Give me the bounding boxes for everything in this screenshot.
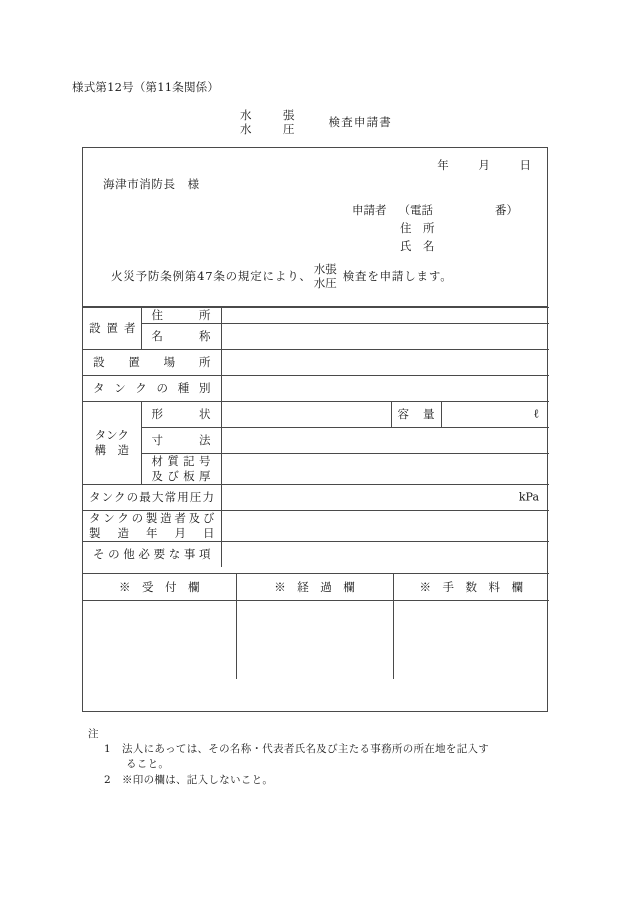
note-item	[88, 773, 558, 788]
tank-type-label: タンクの種別	[83, 375, 221, 401]
form-number: 様式第12号（第11条関係）	[72, 80, 220, 94]
install-place-value[interactable]	[221, 349, 549, 375]
capacity-unit-liter: ℓ	[533, 406, 540, 421]
notes-title: 注	[88, 728, 99, 740]
applicant-label: 申請者	[352, 203, 387, 217]
date-line	[437, 157, 531, 173]
tank-shape-label: 形 状	[141, 401, 221, 427]
document-title	[240, 108, 392, 137]
applicant-tel-open: （電話	[398, 203, 433, 217]
title-main-text: 検査申請書	[328, 115, 392, 130]
tank-material-value[interactable]	[221, 453, 549, 484]
table-row-manufacturer	[83, 510, 549, 541]
progress-column-value[interactable]	[236, 601, 393, 679]
note-number: 2	[104, 773, 111, 786]
applicant-address-row	[352, 220, 518, 238]
application-statement	[111, 262, 453, 291]
note-item	[88, 742, 558, 772]
installer-name-value[interactable]	[221, 323, 549, 349]
table-row-tank-dimensions	[83, 427, 549, 453]
manufacturer-label: タンクの製造者及び 製 造 年 月 日	[83, 510, 221, 541]
max-pressure-value[interactable]	[221, 484, 549, 510]
tank-material-label: 材質記号 及び板厚	[141, 453, 221, 484]
note-continuation: ること。	[126, 758, 170, 771]
table-row-installer-name	[83, 323, 549, 349]
note-number: 1	[104, 743, 111, 756]
installer-label: 設置者	[83, 308, 141, 350]
fee-column-value[interactable]	[393, 601, 549, 679]
install-place-label: 設置場所	[83, 349, 221, 375]
applicant-name-label: 氏 名	[400, 238, 435, 253]
progress-column-label: ※ 経 過 欄	[236, 574, 393, 601]
note-text: 法人にあっては、その名称・代表者氏名及び主たる事務所の所在地を記入す	[122, 743, 490, 756]
installer-address-label: 住 所	[141, 308, 221, 324]
tank-shape-value[interactable]	[221, 401, 391, 427]
tank-dimensions-value[interactable]	[221, 427, 549, 453]
addressee-name: 海津市消防長	[103, 177, 176, 191]
office-use-grid	[83, 573, 549, 679]
other-label: その他必要な事項	[83, 541, 221, 567]
manufacturer-value[interactable]	[221, 510, 549, 541]
form-notes	[88, 727, 558, 788]
table-row-other	[83, 541, 549, 567]
applicant-tel-close: 番）	[495, 203, 518, 217]
statement-type-suiatsu: 水圧	[313, 276, 337, 291]
other-value[interactable]	[221, 541, 549, 567]
table-row-installer-address	[83, 308, 549, 324]
date-month-label: 月	[478, 158, 490, 172]
table-row-tank-type	[83, 375, 549, 401]
date-year-label: 年	[437, 158, 449, 172]
addressee-honorific: 様	[187, 177, 200, 191]
applicant-tel-row	[352, 202, 518, 220]
statement-inspection-type	[314, 262, 337, 291]
note-text: ※印の欄は、記入しないこと。	[122, 773, 274, 786]
office-use-body-row	[83, 601, 549, 679]
table-row-install-place	[83, 349, 549, 375]
fee-column-label: ※ 手 数 料 欄	[393, 574, 549, 601]
statement-type-suibari: 水張	[313, 262, 337, 276]
application-form-box	[82, 147, 548, 712]
date-day-label: 日	[519, 158, 531, 172]
max-pressure-label: タンクの最大常用圧力	[83, 484, 221, 510]
installer-name-label: 名 称	[141, 323, 221, 349]
tank-structure-label: タンク 構 造	[83, 401, 141, 484]
form-grid	[83, 307, 549, 567]
table-row-tank-material	[83, 453, 549, 484]
addressee-line	[103, 176, 200, 192]
statement-prefix: 火災予防条例第47条の規定により、	[111, 269, 312, 284]
reception-column-label: ※ 受 付 欄	[83, 574, 236, 601]
form-header-region	[83, 148, 547, 307]
title-type-suiatsu: 水 圧	[240, 122, 305, 137]
table-row-tank-shape	[83, 401, 549, 427]
office-use-header-row	[83, 574, 549, 601]
installer-address-value[interactable]	[221, 308, 549, 324]
statement-suffix: 検査を申請します。	[342, 269, 453, 284]
tank-type-value[interactable]	[221, 375, 549, 401]
applicant-name-row	[352, 238, 518, 256]
reception-column-value[interactable]	[83, 601, 236, 679]
applicant-block	[352, 202, 518, 255]
title-inspection-type	[240, 108, 307, 137]
title-type-suibari: 水 張	[240, 108, 305, 122]
table-row-max-pressure	[83, 484, 549, 510]
tank-capacity-value[interactable]	[441, 401, 549, 427]
pressure-unit-kpa: kPa	[518, 490, 540, 504]
tank-dimensions-label: 寸 法	[141, 427, 221, 453]
tank-capacity-label: 容 量	[391, 401, 441, 427]
applicant-address-label: 住 所	[400, 220, 435, 235]
